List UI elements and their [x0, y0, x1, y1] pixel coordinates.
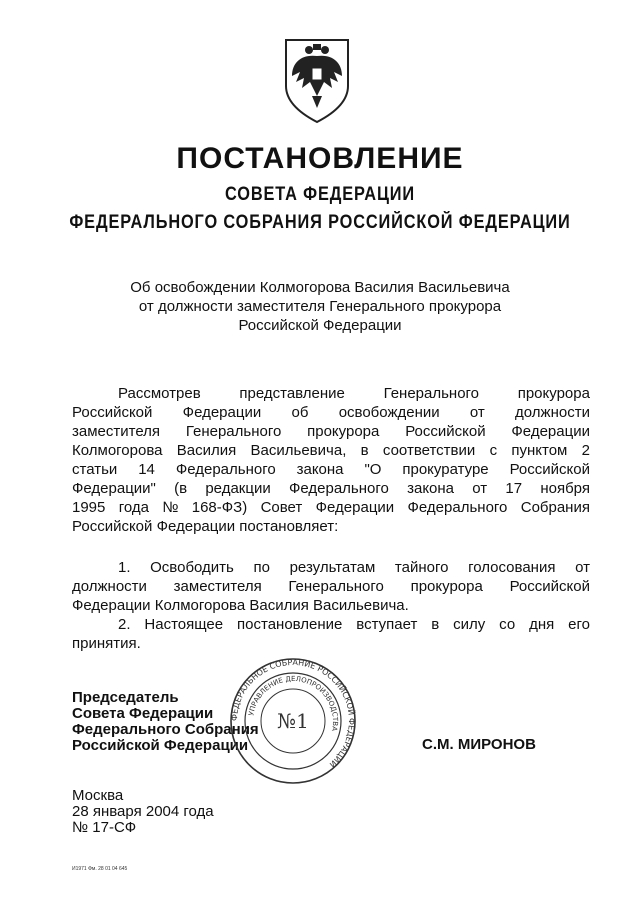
paragraph-line: 1995 года № 168-ФЗ) Совет Федерации Федерального Собрания: [72, 499, 590, 516]
subject-line: Об освобождении Колмогорова Василия Васильевича: [130, 279, 510, 296]
issuer-line-2: ФЕДЕРАЛЬНОГО СОБРАНИЯ РОССИЙСКОЙ ФЕДЕРАЦИИ: [69, 212, 571, 233]
paragraph-line: 1. Освободить по результатам тайного голосования от: [118, 559, 590, 576]
paragraph-line: статьи 14 Федерального закона "О прокуратуре Российской: [72, 461, 590, 478]
paragraph-line: принятия.: [72, 635, 141, 652]
place-and-date: [72, 788, 214, 836]
svg-text:УПРАВЛЕНИЕ ДЕЛОПРОИЗВОДСТВА: УПРАВЛЕНИЕ ДЕЛОПРОИЗВОДСТВА: [247, 674, 340, 732]
signatory-line: Российской Федерации: [72, 737, 249, 754]
document-title: ПОСТАНОВЛЕНИЕ: [176, 142, 464, 175]
print-code: И1971 Фм. 28 01 04 645: [72, 866, 128, 872]
svg-text:ФЕДЕРАЛЬНОЕ СОБРАНИЕ РОССИЙСКО: ФЕДЕРАЛЬНОЕ СОБРАНИЕ РОССИЙСКОЙ ФЕДЕРАЦИИ: [229, 657, 357, 770]
issuer-line-1: СОВЕТА ФЕДЕРАЦИИ: [225, 184, 415, 205]
document-number: № 17-СФ: [72, 819, 137, 836]
state-emblem-icon: [282, 36, 352, 124]
signatory-line: Федерального Собрания: [72, 721, 259, 738]
paragraph-line: 2. Настоящее постановление вступает в силу со дня его: [118, 616, 590, 633]
subject-line: Российской Федерации: [238, 317, 402, 334]
svg-text:№1: №1: [277, 709, 309, 733]
preamble-paragraph: [72, 384, 590, 536]
paragraph-line: Федерации" (в редакции Федерального закона от 17 ноября: [72, 480, 590, 497]
subject-line: от должности заместителя Генерального прокурора: [138, 298, 502, 315]
signatory-name: С.М. МИРОНОВ: [422, 736, 536, 753]
paragraph-line: Российской Федерации об освобождении от должности: [72, 404, 590, 421]
resolution-items: [72, 558, 590, 653]
paragraph-line: заместителя Генерального прокурора Российской Федерации: [72, 423, 590, 440]
paragraph-line: Российской Федерации постановляет:: [72, 518, 339, 535]
document-subject: [70, 278, 570, 335]
paragraph-line: должности заместителя Генерального прокурора Российской: [72, 578, 590, 595]
paragraph-line: Колмогорова Василия Васильевича, в соответствии с пунктом 2: [72, 442, 590, 459]
resolution-item: [72, 558, 590, 615]
city: Москва: [72, 787, 124, 804]
paragraph-line: Рассмотрев представление Генерального прокурора: [118, 385, 590, 402]
signatory-line: Председатель: [72, 689, 179, 706]
date: 28 января 2004 года: [72, 803, 214, 820]
signatory-line: Совета Федерации: [72, 705, 214, 722]
resolution-item: [72, 615, 590, 653]
official-seal-icon: [228, 656, 358, 786]
paragraph-line: Федерации Колмогорова Василия Васильевича.: [72, 597, 409, 614]
